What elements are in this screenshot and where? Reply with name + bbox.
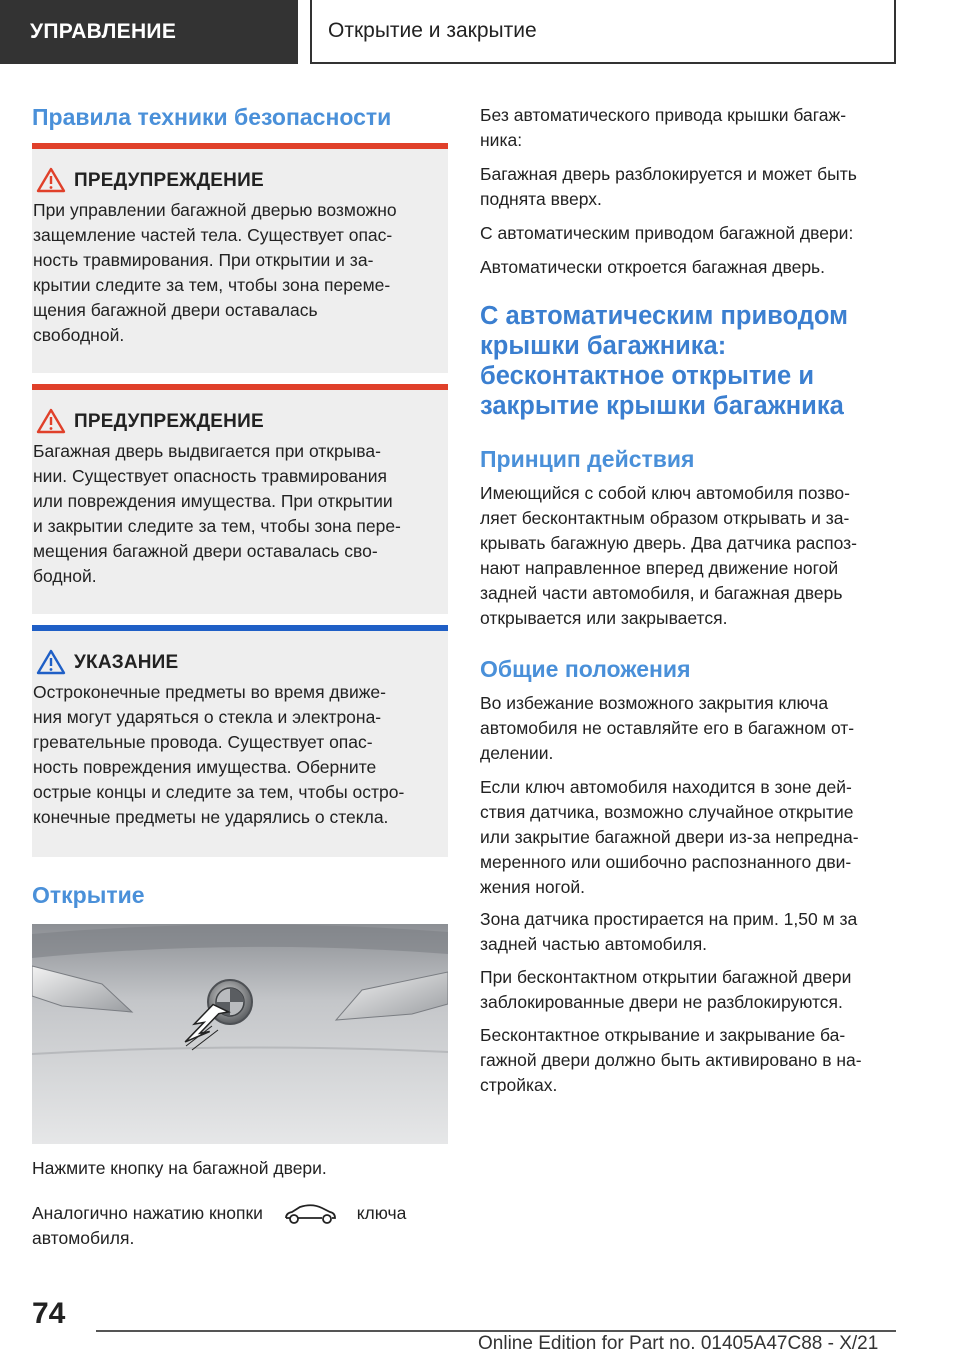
warning-box: [32, 384, 448, 614]
box-accent-bar: [32, 384, 448, 390]
chapter-tab: [310, 0, 896, 64]
text-line: делении.: [480, 743, 554, 763]
analog-text: [32, 1201, 448, 1251]
paragraph-p1: [480, 103, 896, 153]
subheading-sub2: Общие положения: [480, 656, 691, 682]
footer-rule: [96, 1330, 896, 1332]
box-line: конечные предметы не ударялись о стекла.: [33, 807, 389, 827]
warning-triangle-icon: [36, 408, 66, 434]
box-line: Остроконечные предметы во время движе-: [33, 682, 386, 702]
text-line: нают направленное вперед движение ногой: [480, 558, 839, 578]
text-line: задней частью автомобиля.: [480, 934, 708, 954]
paragraph-p9: [480, 965, 896, 1015]
paragraph-p10: [480, 1023, 896, 1098]
box-accent-bar: [32, 143, 448, 149]
text-line: автомобиля не оставляйте его в багажном от-: [480, 718, 855, 738]
after-photo-text: Нажмите кнопку на багажной двери.: [32, 1158, 327, 1178]
paragraph-p6: [480, 691, 896, 766]
paragraph-p7: [480, 775, 896, 900]
text-line: Без автоматического привода крышки багаж-: [480, 105, 847, 125]
section-title: УПРАВЛЕНИЕ: [30, 20, 177, 43]
box-title: ПРЕДУПРЕЖДЕНИЕ: [74, 170, 264, 191]
chapter-title: Открытие и закрытие: [328, 19, 537, 42]
tailgate-button-photo: [32, 924, 448, 1144]
text-line: Имеющийся с собой ключ автомобиля позво-: [480, 483, 850, 503]
section-tab: [0, 0, 298, 64]
paragraph-p5: [480, 481, 896, 631]
safety-heading: Правила техники безопасности: [32, 104, 392, 130]
analog-after: ключа: [356, 1203, 407, 1223]
heading-line: закрытие крышки багажника: [480, 392, 844, 420]
box-line: мещения багажной двери оставалась сво-: [33, 541, 378, 561]
warning-triangle-icon: [36, 649, 66, 675]
text-line: С автоматическим приводом багажной двери:: [480, 223, 854, 243]
text-line: Бесконтактное открывание и закрывание ба-: [480, 1025, 846, 1045]
box-line: бодной.: [33, 566, 97, 586]
box-line: или повреждения имущества. При открытии: [33, 491, 393, 511]
box-line: острые концы и следите за тем, чтобы остро-: [33, 782, 405, 802]
box-line: гревательные провода. Существует опас-: [33, 732, 373, 752]
paragraph-p4: [480, 255, 896, 280]
text-line: ляет бесконтактным образом открывать и за-: [480, 508, 850, 528]
box-title: УКАЗАНИЕ: [74, 652, 179, 673]
text-line: крывать багажную дверь. Два датчика распоз-: [480, 533, 857, 553]
heading-line: С автоматическим приводом: [480, 302, 849, 330]
text-line: гажной двери должно быть активировано в на-: [480, 1050, 862, 1070]
text-line: Автоматически откроется багажная дверь.: [480, 257, 826, 277]
text-line: жения ногой.: [480, 877, 585, 897]
box-line: и закрытии следите за тем, чтобы зона пере-: [33, 516, 401, 536]
box-body: [33, 198, 445, 348]
box-line: ния могут ударяться о стекла и электрона-: [33, 707, 382, 727]
analog-line2: автомобиля.: [32, 1228, 135, 1249]
box-title: ПРЕДУПРЕЖДЕНИЕ: [74, 411, 264, 432]
box-line: защемление частей тела. Существует опас-: [33, 225, 393, 245]
box-line: свободной.: [33, 325, 125, 345]
text-line: Багажная дверь разблокируется и может быть: [480, 164, 857, 184]
box-accent-bar: [32, 625, 448, 631]
subheading-sub1: Принцип действия: [480, 446, 695, 472]
text-line: открывается или закрывается.: [480, 608, 728, 628]
page-number: 74: [32, 1297, 66, 1330]
tailgate-photo-illustration: [32, 924, 448, 1144]
open-heading: Открытие: [32, 882, 145, 908]
text-line: Во избежание возможного закрытия ключа: [480, 693, 829, 713]
heading-line: крышки багажника:: [480, 332, 727, 360]
paragraph-p2: [480, 162, 896, 212]
text-line: Если ключ автомобиля находится в зоне дей-: [480, 777, 852, 797]
text-line: заблокированные двери не разблокируются.: [480, 992, 843, 1012]
text-line: стройках.: [480, 1075, 558, 1095]
notice-box: [32, 625, 448, 857]
box-line: ность повреждения имущества. Оберните: [33, 757, 377, 777]
heading-line: бесконтактное открытие и: [480, 362, 815, 390]
analog-before: Аналогично нажатию кнопки: [32, 1203, 263, 1223]
box-line: щения багажной двери оставалась: [33, 300, 318, 320]
box-line: нии. Существует опасность травмирования: [33, 466, 387, 486]
section-heading-hands-free: [480, 301, 900, 421]
edition-text: Online Edition for Part no. 01405A47C88 - X/21: [478, 1333, 879, 1354]
box-line: ность травмирования. При открытии и за-: [33, 250, 374, 270]
box-line: крытии следите за тем, чтобы зона переме-: [33, 275, 391, 295]
box-body: [33, 439, 445, 589]
text-line: меренного или ошибочно распознанного дви-: [480, 852, 852, 872]
paragraph-p3: [480, 221, 896, 246]
car-key-icon: [282, 1202, 338, 1226]
paragraph-p8: [480, 907, 896, 957]
text-line: Зона датчика простирается на прим. 1,50 м за: [480, 909, 858, 929]
text-line: задней части автомобиля, и багажная дверь: [480, 583, 843, 603]
text-line: или закрытие багажной двери из-за непредна-: [480, 827, 859, 847]
text-line: При бесконтактном открытии багажной двери: [480, 967, 852, 987]
text-line: поднята вверх.: [480, 189, 602, 209]
box-body: [33, 680, 445, 830]
text-line: ствия датчика, возможно случайное открытие: [480, 802, 854, 822]
box-line: При управлении багажной дверью возможно: [33, 200, 397, 220]
box-line: Багажная дверь выдвигается при открыва-: [33, 441, 381, 461]
text-line: ника:: [480, 130, 523, 150]
warning-triangle-icon: [36, 167, 66, 193]
warning-box: [32, 143, 448, 373]
